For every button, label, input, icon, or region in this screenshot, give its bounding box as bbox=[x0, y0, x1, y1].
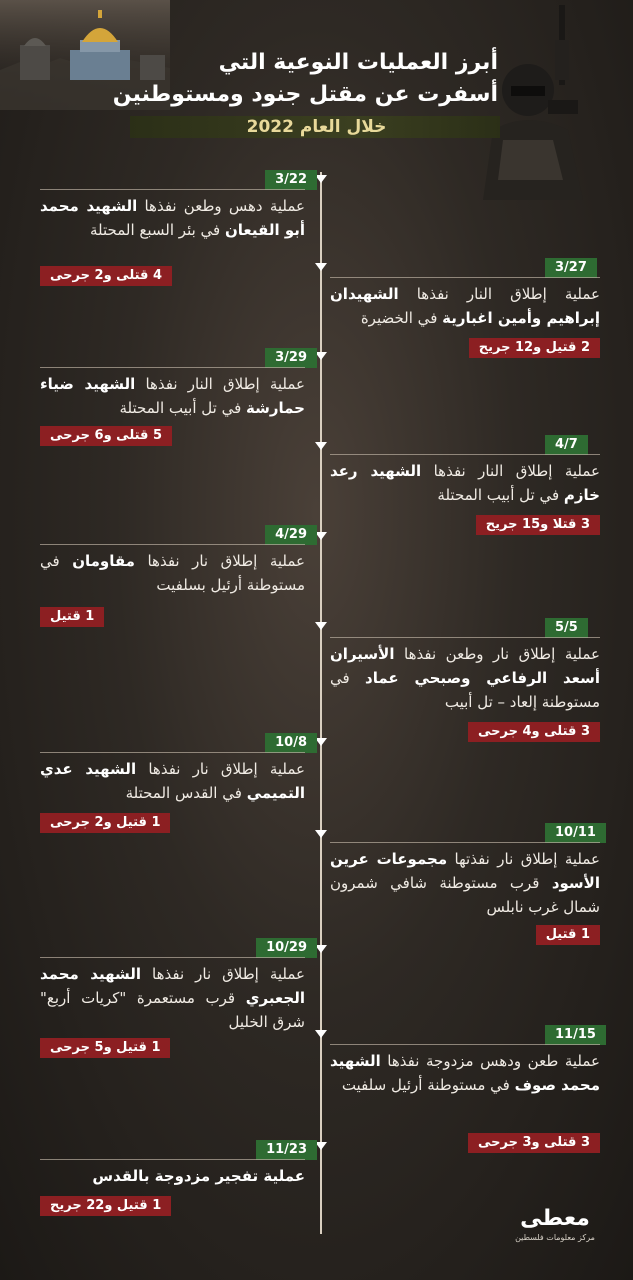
entry-divider bbox=[40, 957, 305, 958]
casualties-badge: 2 قتيل و12 جريح bbox=[469, 338, 600, 358]
timeline-line bbox=[320, 172, 322, 1234]
casualties-badge: 3 قتلى و4 جرحى bbox=[468, 722, 600, 742]
casualties-badge: 1 قتيل و5 جرحى bbox=[40, 1038, 170, 1058]
entry-perpetrator: الشهيد محمد الجعبري bbox=[40, 965, 305, 1007]
entry-description: عملية إطلاق نار نفذها الشهيد محمد الجعبري قرب مستعمرة "كريات أربع" شرق الخليل bbox=[40, 965, 305, 1031]
title-line-2: أسفرت عن مقتل جنود ومستوطنين bbox=[112, 82, 498, 107]
entry-date: 5/5 bbox=[545, 618, 588, 638]
entry-divider bbox=[40, 752, 305, 753]
casualties-badge: 1 قتيل bbox=[40, 607, 104, 627]
casualties-badge: 4 قتلى و2 جرحى bbox=[40, 266, 172, 286]
entry-divider bbox=[40, 1159, 305, 1160]
entry-description: عملية إطلاق نار نفذها الشهيد عدي التميمي في القدس المحتلة bbox=[40, 760, 306, 802]
entry-date: 3/22 bbox=[265, 170, 317, 190]
entry-description: عملية إطلاق النار نفذها الشهيد رعد خازم في تل أبيب المحتلة bbox=[330, 462, 600, 504]
entry-perpetrator: الشهيدان إبراهيم وأمين اغبارية bbox=[330, 285, 600, 327]
casualties-badge: 3 قتلا و15 جريح bbox=[476, 515, 600, 535]
entry-date: 11/15 bbox=[545, 1025, 606, 1045]
entry-divider bbox=[330, 454, 600, 455]
entry-perpetrator: الأسيران أسعد الرفاعي وصبحي عماد bbox=[330, 645, 600, 687]
entry-date: 4/7 bbox=[545, 435, 588, 455]
casualties-badge: 1 قتيل و2 جرحى bbox=[40, 813, 170, 833]
entry-description bbox=[40, 1164, 305, 1188]
timeline-arrow-icon bbox=[315, 622, 327, 630]
logo-name: معطى bbox=[520, 1206, 590, 1231]
entry-divider bbox=[40, 189, 305, 190]
timeline-entry bbox=[330, 618, 600, 743]
entry-date: 4/29 bbox=[265, 525, 317, 545]
timeline-entry bbox=[40, 1140, 305, 1220]
timeline-arrow-icon bbox=[315, 263, 327, 271]
timeline-entry bbox=[40, 525, 305, 625]
entry-divider bbox=[40, 544, 305, 545]
timeline-arrow-icon bbox=[315, 442, 327, 450]
entry-date: 10/8 bbox=[265, 733, 317, 753]
entry-perpetrator: عملية تفجير مزدوجة بالقدس bbox=[92, 1167, 305, 1185]
entry-date: 3/27 bbox=[545, 258, 597, 278]
casualties-badge: 1 قتيل و22 جريح bbox=[40, 1196, 171, 1216]
casualties-badge: 1 قتيل bbox=[536, 925, 600, 945]
entry-description: عملية إطلاق نار نفذتها مجموعات عرين الأسود قرب مستوطنة شافي شمرون شمال غرب نابلس bbox=[330, 850, 600, 916]
timeline-arrow-icon bbox=[315, 830, 327, 838]
timeline-entry bbox=[40, 733, 305, 833]
timeline-entry bbox=[330, 1025, 600, 1150]
entry-description: عملية إطلاق نار نفذها مقاومان في مستوطنة أرئيل بسلفيت bbox=[40, 552, 305, 594]
entry-perpetrator: مقاومان bbox=[72, 552, 135, 570]
year-label: خلال العام 2022 bbox=[246, 117, 387, 137]
title-line-1: أبرز العمليات النوعية التي bbox=[218, 50, 498, 75]
casualties-badge: 5 قتلى و6 جرحى bbox=[40, 426, 172, 446]
timeline-entry bbox=[330, 435, 600, 530]
entry-description: عملية إطلاق نار وطعن نفذها الأسيران أسعد الرفاعي وصبحي عماد في مستوطنة إلعاد – تل أبيب bbox=[330, 645, 600, 711]
entry-divider bbox=[40, 367, 305, 368]
entry-description: عملية إطلاق النار نفذها الشهيد ضياء حمارشة في تل أبيب المحتلة bbox=[40, 375, 305, 417]
entry-perpetrator: الشهيد ضياء حمارشة bbox=[40, 375, 305, 417]
entry-divider bbox=[330, 277, 600, 278]
entry-date: 11/23 bbox=[256, 1140, 317, 1160]
timeline-entry bbox=[330, 823, 600, 948]
timeline-entry bbox=[40, 348, 305, 443]
entry-perpetrator: مجموعات عرين الأسود bbox=[330, 850, 600, 892]
entry-date: 3/29 bbox=[265, 348, 317, 368]
entry-perpetrator: الشهيد رعد خازم bbox=[330, 462, 600, 504]
timeline-entry bbox=[330, 258, 600, 353]
entry-date: 10/29 bbox=[256, 938, 317, 958]
timeline-entry bbox=[40, 170, 307, 283]
entry-perpetrator: الشهيد محمد صوف bbox=[330, 1052, 600, 1094]
logo-subtitle: مركز معلومات فلسطين bbox=[515, 1233, 595, 1242]
entry-divider bbox=[330, 842, 600, 843]
entry-description: عملية إطلاق النار نفذها الشهيدان إبراهيم وأمين اغبارية في الخضيرة bbox=[330, 285, 600, 327]
entry-description: عملية طعن ودهس مزدوجة نفذها الشهيد محمد صوف في مستوطنة أرئيل سلفيت bbox=[330, 1052, 600, 1094]
entry-divider bbox=[330, 637, 600, 638]
timeline-entry bbox=[40, 938, 305, 1063]
entry-perpetrator: الشهيد عدي التميمي bbox=[40, 760, 305, 802]
timeline-arrow-icon bbox=[315, 1030, 327, 1038]
entry-date: 10/11 bbox=[545, 823, 606, 843]
casualties-badge: 3 قتلى و3 جرحى bbox=[468, 1133, 600, 1153]
entry-divider bbox=[330, 1044, 600, 1045]
entry-description: عملية دهس وطعن نفذها الشهيد محمد أبو القيعان في بئر السبع المحتلة bbox=[40, 197, 305, 239]
entry-perpetrator: الشهيد محمد أبو القيعان bbox=[40, 197, 305, 239]
logo bbox=[505, 1206, 605, 1256]
